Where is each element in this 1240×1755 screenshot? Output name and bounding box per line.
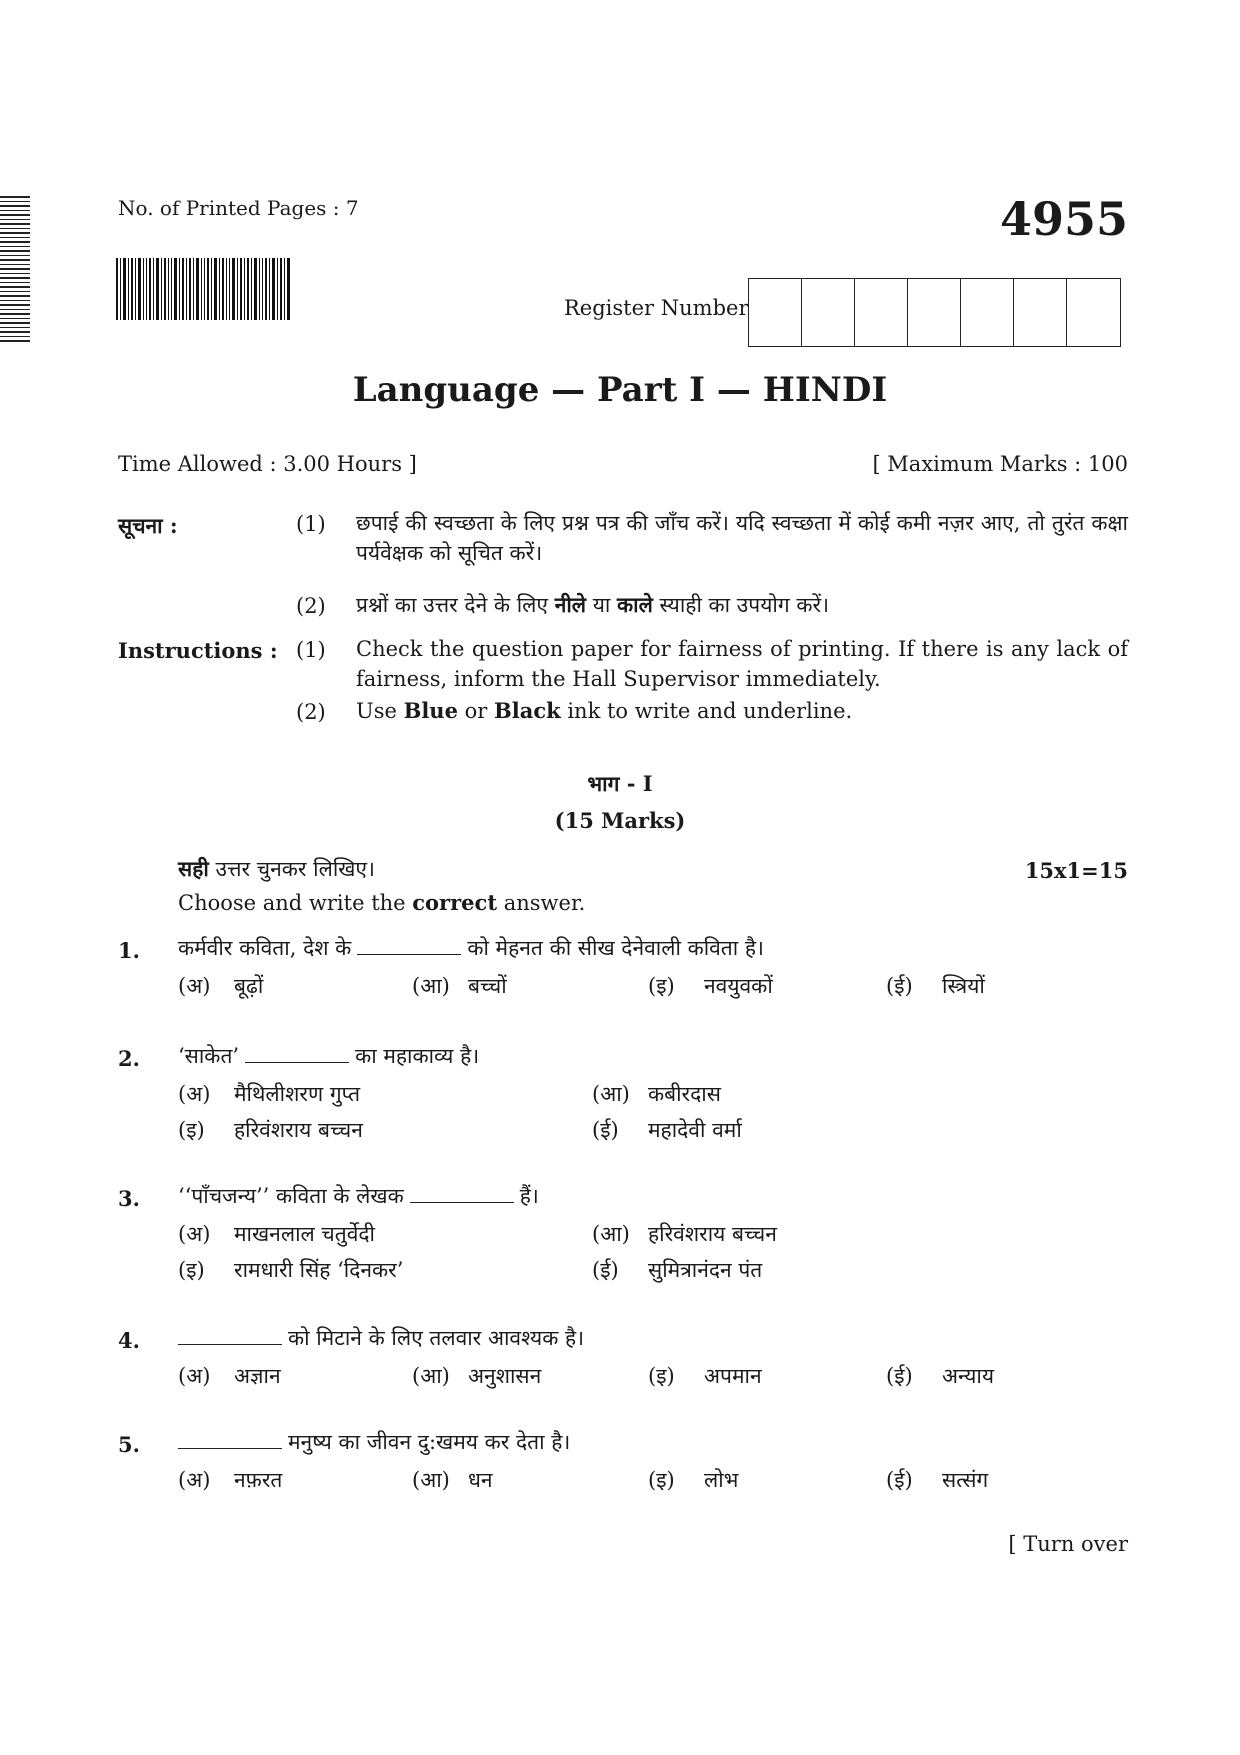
option: (ई) महादेवी वर्मा — [592, 1118, 742, 1142]
option: (ई) सुमित्रानंदन पंत — [592, 1258, 763, 1282]
directions-english: Choose and write the correct answer. — [178, 890, 586, 915]
question-text: ‘‘पाँचजन्य’’ कविता के लेखक हैं। — [178, 1184, 539, 1208]
instruction-item-number: (1) — [296, 638, 326, 662]
answer-blank — [245, 1044, 349, 1063]
answer-blank — [357, 936, 461, 955]
option: (अ) बूढ़ों — [178, 974, 264, 998]
option: (अ) मैथिलीशरण गुप्त — [178, 1082, 361, 1106]
paper-code: 4955 — [999, 192, 1128, 246]
section-marks: (15 Marks) — [554, 808, 686, 833]
question-number: 4. — [118, 1328, 140, 1353]
option: (इ) हरिवंशराय बच्चन — [178, 1118, 363, 1142]
instruction-item-number: (2) — [296, 700, 326, 724]
register-number-label: Register Number — [564, 296, 749, 320]
option: (इ) रामधारी सिंह ‘दिनकर’ — [178, 1258, 404, 1282]
option: (आ) धन — [412, 1468, 493, 1492]
section-title: भाग - I — [587, 771, 653, 796]
hindi-notice-label: सूचना : — [118, 513, 178, 538]
option: (अ) नफ़रत — [178, 1468, 283, 1492]
register-digit-box[interactable] — [961, 279, 1014, 346]
directions-hindi: सही उत्तर चुनकर लिखिए। — [178, 856, 376, 881]
question-text: मनुष्य का जीवन दु:खमय कर देता है। — [178, 1428, 570, 1456]
question-number: 2. — [118, 1046, 140, 1071]
option: (इ) नवयुवकों — [648, 974, 773, 998]
register-digit-box[interactable] — [908, 279, 961, 346]
option: (ई) स्त्रियों — [886, 974, 985, 998]
option: (ई) सत्संग — [886, 1468, 989, 1492]
notice-item-text: छपाई की स्वच्छता के लिए प्रश्न पत्र की जाँच करें। यदि स्वच्छता में कोई कमी नज़र आए, तो तुरंत कक्षा पर्यवेक्षक को सूचित करें। — [356, 511, 1128, 565]
option: (अ) अज्ञान — [178, 1364, 281, 1388]
exam-title: Language — Part I — HINDI — [352, 370, 888, 410]
question-number: 1. — [118, 938, 140, 963]
option: (आ) हरिवंशराय बच्चन — [592, 1222, 777, 1246]
register-digit-box[interactable] — [1014, 279, 1067, 346]
directions — [178, 852, 585, 920]
time-allowed: Time Allowed : 3.00 Hours ] — [118, 452, 417, 476]
notice-item-number: (1) — [296, 512, 326, 536]
option: (आ) बच्चों — [412, 974, 507, 998]
maximum-marks: [ Maximum Marks : 100 — [872, 452, 1128, 476]
barcode — [116, 258, 290, 320]
printed-pages: No. of Printed Pages : 7 — [118, 196, 359, 220]
turn-over: [ Turn over — [1008, 1532, 1128, 1556]
question-number: 5. — [118, 1432, 140, 1457]
notice-item-number: (2) — [296, 594, 326, 618]
question-text: को मिटाने के लिए तलवार आवश्यक है। — [178, 1324, 584, 1352]
answer-blank — [410, 1184, 514, 1203]
instruction-item-text: Use Blue or Black ink to write and underline. — [356, 698, 853, 723]
register-digit-box[interactable] — [749, 279, 802, 346]
answer-blank — [178, 1326, 282, 1345]
instruction-item-text: Check the question paper for fairness of printing. If there is any lack of fairness, inform the Hall Supervisor immediately. — [356, 637, 1128, 691]
notice-item-text: प्रश्नों का उत्तर देने के लिए नीले या काले स्याही का उपयोग करें। — [356, 592, 830, 617]
option: (आ) कबीरदास — [592, 1082, 721, 1106]
instructions-label: Instructions : — [118, 638, 278, 663]
answer-blank — [178, 1430, 282, 1449]
register-number-boxes[interactable] — [748, 278, 1121, 347]
option: (आ) अनुशासन — [412, 1364, 542, 1388]
option: (ई) अन्याय — [886, 1364, 995, 1388]
register-digit-box[interactable] — [802, 279, 855, 346]
register-digit-box[interactable] — [855, 279, 908, 346]
marks-allocation: 15x1=15 — [1024, 858, 1128, 883]
question-text: ‘साकेत’ का महाकाव्य है। — [178, 1044, 480, 1068]
question-number: 3. — [118, 1186, 140, 1211]
register-digit-box[interactable] — [1067, 279, 1120, 346]
side-barcode — [0, 196, 30, 344]
option: (इ) लोभ — [648, 1468, 739, 1492]
question-text: कर्मवीर कविता, देश के को मेहनत की सीख देनेवाली कविता है। — [178, 936, 765, 960]
option: (अ) माखनलाल चतुर्वेदी — [178, 1222, 375, 1246]
option: (इ) अपमान — [648, 1364, 762, 1388]
